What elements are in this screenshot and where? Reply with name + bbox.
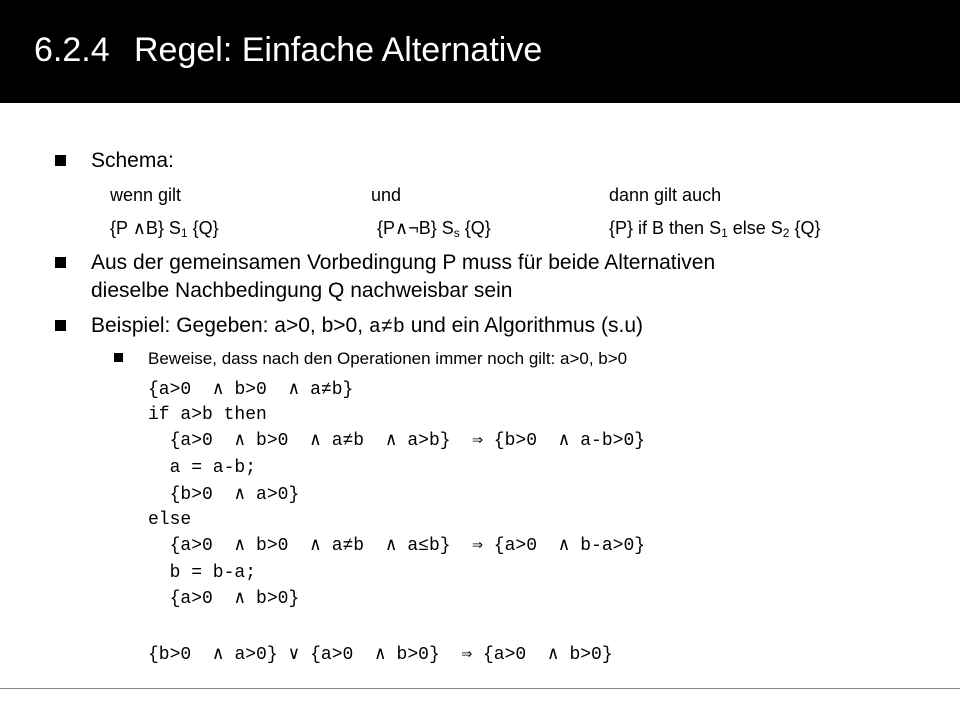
bullet-marker (55, 155, 66, 166)
code-line: {a>0 ∧ b>0} (148, 589, 300, 609)
schema-col-dann: dann gilt auch (609, 185, 722, 205)
example-text: Beispiel: Gegeben: a>0, b>0, a≠b und ein Algorithmus (s.u) (91, 314, 644, 339)
alternative-text-line2: dieselbe Nachbedingung Q nachweisbar sein (91, 279, 513, 302)
schema-conclusion: {P} if B then $S_1$ else $S_2$ {Q} (609, 218, 821, 240)
code-line: {b>0 ∧ a>0} (148, 485, 300, 505)
sub-bullet-marker (114, 353, 123, 362)
title-text: Regel: Einfache Alternative (134, 31, 543, 69)
code-line: if a>b then (148, 405, 267, 425)
schema-col-und: und (371, 185, 402, 205)
code-line: {a>0 ∧ b>0 ∧ a≠b ∧ a>b} ⇒ {b>0 ∧ a-b>0} (148, 431, 646, 451)
code-line: {b>0 ∧ a>0} ∨ {a>0 ∧ b>0} ⇒ {a>0 ∧ b>0} (148, 645, 613, 665)
proof-text: Beweise, dass nach den Operationen immer noch gilt: a>0, b>0 (148, 349, 628, 368)
footer-divider (0, 688, 960, 689)
schema-premise-2: {P∧¬B} $S_s$ {Q} (377, 218, 491, 240)
section-number: 6.2.4 (34, 31, 110, 69)
slide-title (34, 31, 542, 70)
code-line: b = b-a; (148, 563, 257, 583)
schema-label: Schema: (91, 149, 174, 172)
code-line: a = a-b; (148, 458, 257, 478)
code-line: {a>0 ∧ b>0 ∧ a≠b} (148, 380, 354, 400)
schema-col-wenn: wenn gilt (110, 185, 182, 205)
title-bar (0, 0, 960, 103)
schema-premise-1: {P ∧B} $S_1$ {Q} (110, 218, 219, 240)
bullet-marker (55, 257, 66, 268)
bullet-marker (55, 320, 66, 331)
code-line: else (148, 510, 192, 530)
alternative-text-line1: Aus der gemeinsamen Vorbedingung P muss für beide Alternativen (91, 251, 716, 274)
code-line: {a>0 ∧ b>0 ∧ a≠b ∧ a≤b} ⇒ {a>0 ∧ b-a>0} (148, 536, 646, 556)
